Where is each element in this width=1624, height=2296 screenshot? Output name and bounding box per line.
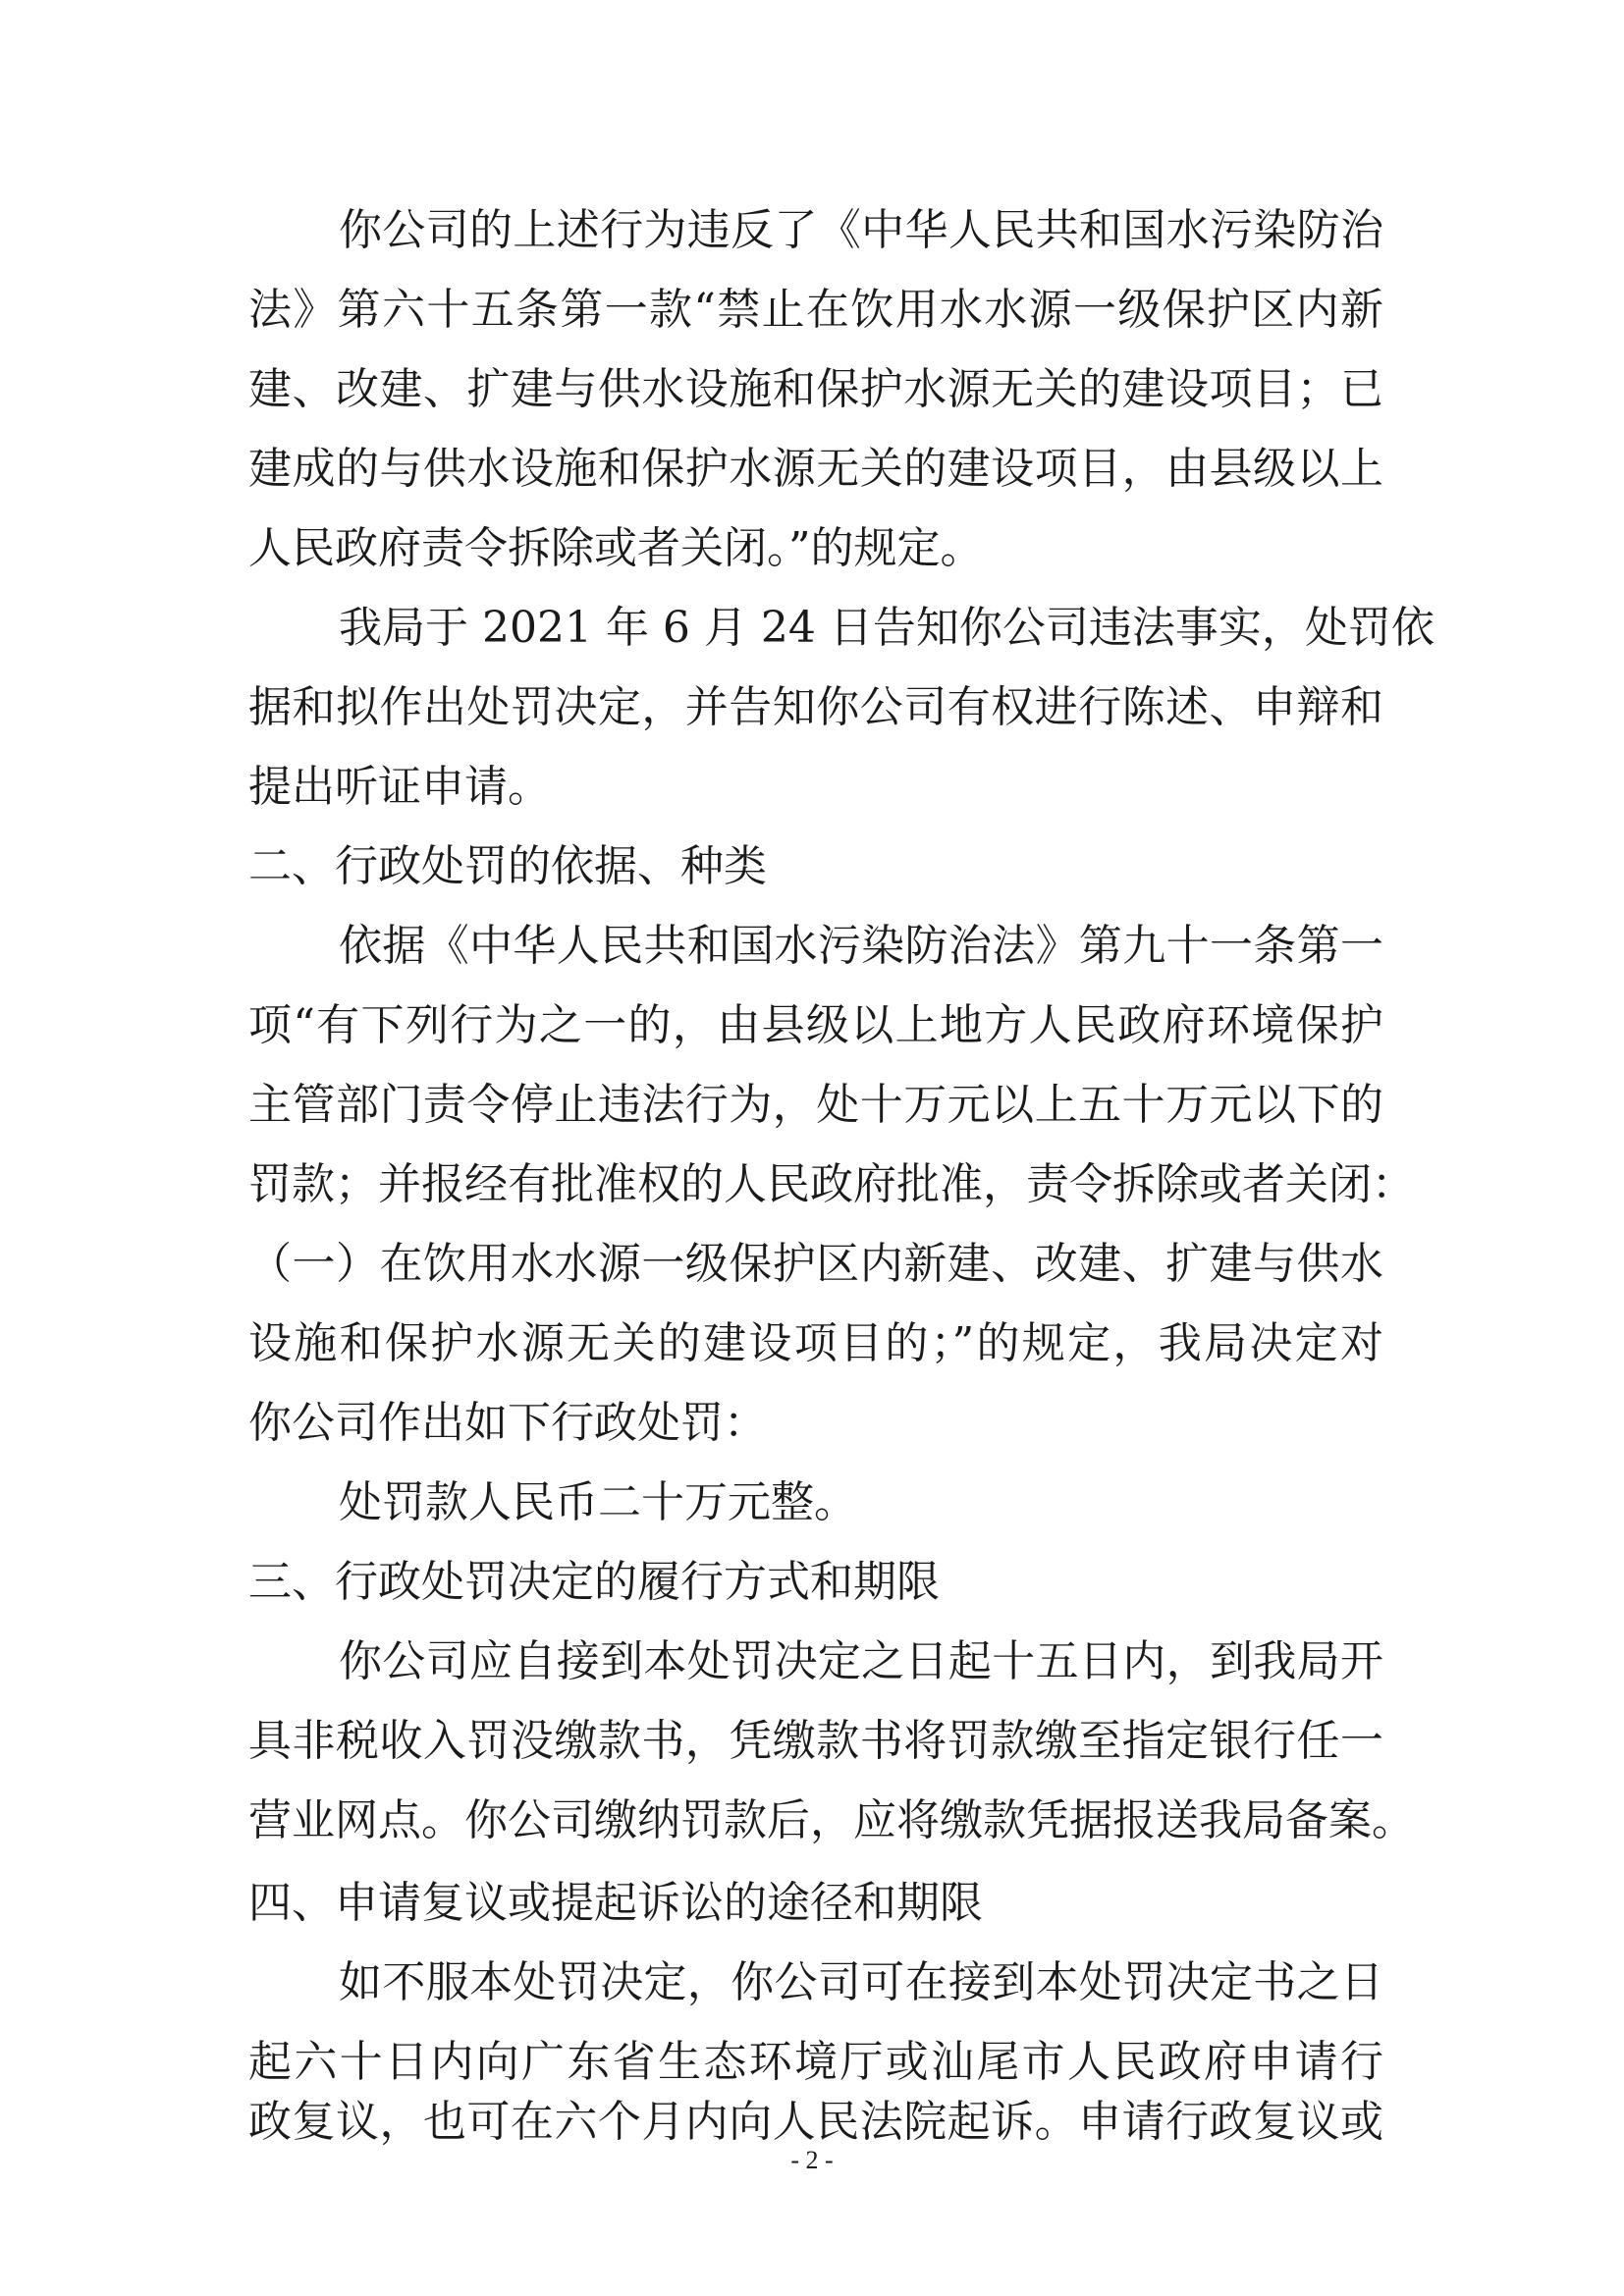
text-line: 主管部门责令停止违法行为，处十万元以上五十万元以下的 (248, 1080, 1383, 1130)
section-heading: 三、行政处罚决定的履行方式和期限 (248, 1557, 940, 1607)
text-line: （一）在饮用水水源一级保护区内新建、改建、扩建与供水 (248, 1239, 1383, 1289)
text-line: 提出听证申请。 (248, 762, 551, 812)
text-line: 据和拟作出处罚决定，并告知你公司有权进行陈述、申辩和 (248, 682, 1383, 732)
text-line: 建、改建、扩建与供水设施和保护水源无关的建设项目；已 (248, 364, 1383, 414)
text-line: 人民政府责令拆除或者关闭。”的规定。 (248, 523, 984, 573)
text-line: 你公司应自接到本处罚决定之日起十五日内，到我局开 (339, 1636, 1383, 1686)
section-heading: 四、申请复议或提起诉讼的途径和期限 (248, 1878, 983, 1928)
text-line: 设施和保护水源无关的建设项目的；”的规定，我局决定对 (248, 1318, 1383, 1368)
text-line: 营业网点。你公司缴纳罚款后，应将缴款凭据报送我局备案。 (248, 1795, 1415, 1845)
text-line: 你公司的上述行为违反了《中华人民共和国水污染防治 (339, 205, 1383, 255)
text-line: 法》第六十五条第一款“禁止在饮用水水源一级保护区内新 (248, 285, 1383, 335)
text-line: 你公司作出如下行政处罚： (248, 1398, 767, 1448)
text-line: 依据《中华人民共和国水污染防治法》第九十一条第一 (339, 921, 1383, 971)
penalty-line: 处罚款人民币二十万元整。 (339, 1477, 857, 1527)
page-number: - 2 - (790, 2146, 834, 2174)
text-line: 政复议，也可在六个月内向人民法院起诉。申请行政复议或 (248, 2097, 1383, 2147)
text-line: 起六十日内向广东省生态环境厅或汕尾市人民政府申请行 (248, 2037, 1383, 2087)
text-line: 我局于 2021 年 6 月 24 日告知你公司违法事实，处罚依 (339, 603, 1435, 653)
text-line: 项“有下列行为之一的，由县级以上地方人民政府环境保护 (248, 1000, 1383, 1050)
text-line: 建成的与供水设施和保护水源无关的建设项目，由县级以上 (248, 444, 1383, 494)
text-line: 如不服本处罚决定，你公司可在接到本处罚决定书之日 (339, 1957, 1383, 2007)
text-line: 罚款；并报经有批准权的人民政府批准，责令拆除或者关闭： (248, 1159, 1415, 1209)
text-line: 具非税收入罚没缴款书，凭缴款书将罚款缴至指定银行任一 (248, 1716, 1383, 1766)
section-heading: 二、行政处罚的依据、种类 (248, 841, 767, 891)
